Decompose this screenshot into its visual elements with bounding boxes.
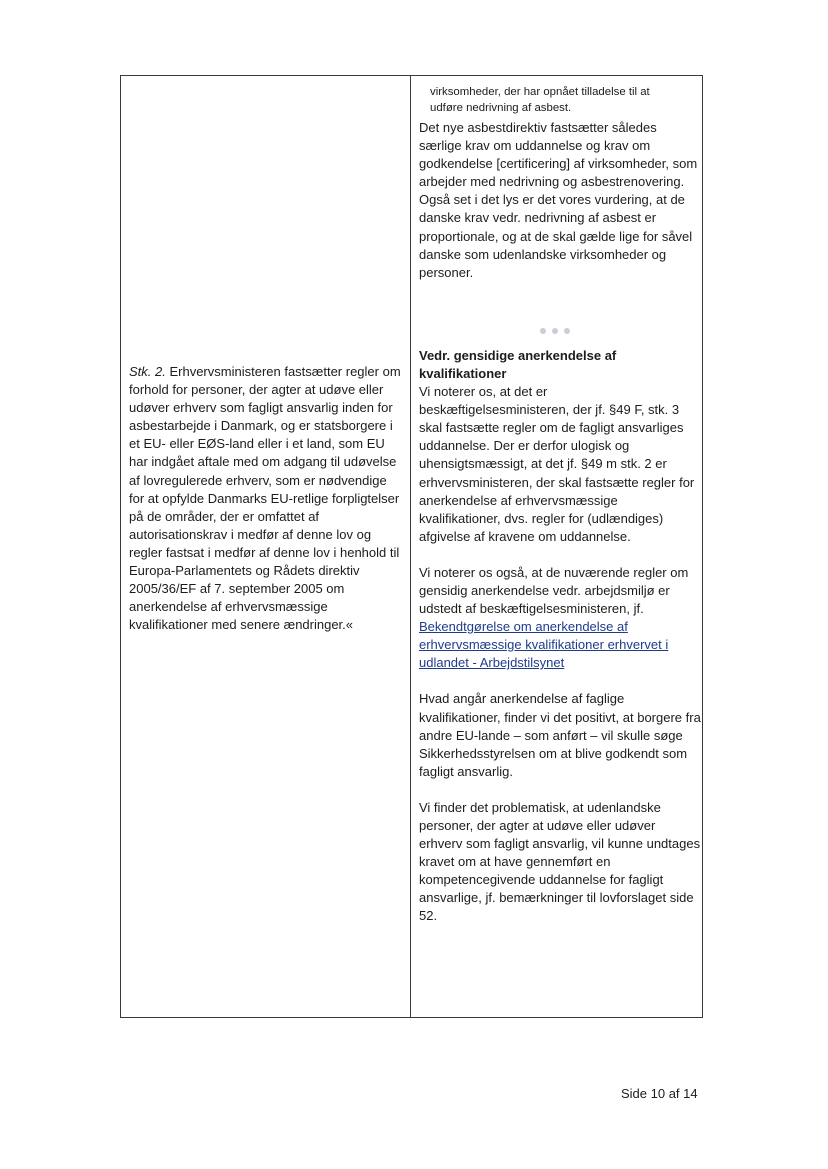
paragraph-asbestos-directive: Det nye asbestdirektiv fastsætter således særlige krav om uddannelse og krav om godkendelse [certificering] af virksomheder, som arbejder med nedrivning og asbestrenovering. [419, 120, 698, 190]
dot-icon [552, 328, 558, 334]
bullet-line-2: udføre nedrivning af asbest. [430, 102, 572, 114]
column-divider [410, 75, 411, 1018]
law-text-cell [129, 363, 405, 634]
bullet-continuation [419, 84, 701, 116]
spacer [419, 781, 701, 799]
spacer [419, 672, 701, 690]
paragraph-ministry-responsibility: Vi noterer os, at det er beskæftigelsesministeren, der jf. §49 F, stk. 3 skal fastsætte regler om de fagligt ansvarliges uddannelse. Der er derfor ulogisk og uhensigtsmæssigt, at det jf. §49 m stk. 2 er erhvervsministeren, der skal fastsætte regler for anerkendelse af erhvervsmæssige kvalifikationer, dvs. regler for (udlændiges) afgivelse af kravene om uddannelse. [419, 384, 695, 544]
page-number: Side 10 af 14 [621, 1086, 698, 1101]
regulation-link[interactable]: Bekendtgørelse om anerkendelse af erhvervsmæssige kvalifikationer erhvervet i udlandet - Arbejdstilsynet [419, 619, 669, 671]
law-text: Erhvervsministeren fastsætter regler om forhold for personer, der agter at udøve eller udøver erhverv som fagligt ansvarlig inden for asbestarbejde i Danmark, og er statsborgere i et EU- eller EØS-land eller i et land, som EU har indgået aftale med om adgang til udøvelse af lovregulerede erhverv, som er nødvendige for at opfylde Danmarks EU-retlige forpligtelser på de områder, der er omfattet af autorisationskrav i medfør af denne lov og regler fastsat i medfør af denne lov i henhold til Europa-Parlamentets og Rådets direktiv 2005/36/EF af 7. september 2005 om anerkendelse af erhvervsmæssige kvalifikationer med senere ændringer.« [129, 364, 401, 633]
dot-icon [564, 328, 570, 334]
paragraph-positive-recognition: Hvad angår anerkendelse af faglige kvalifikationer, finder vi det positivt, at borgere fra andre EU-lande – som anført – vil skulle søge Sikkerhedsstyrelsen om at blive godkendt som fagligt ansvarlig. [419, 691, 701, 779]
comment-cell [419, 84, 701, 926]
ellipsis-dots-icon [540, 328, 570, 334]
bullet-line-1: virksomheder, der har opnået tilladelse til at [430, 86, 650, 98]
current-rules-text: Vi noterer os også, at de nuværende regler om gensidig anerkendelse vedr. arbejdsmiljø er udstedt af beskæftigelsesministeren, jf. [419, 564, 689, 617]
spacer [419, 546, 701, 564]
section-heading: Vedr. gensidige anerkendelse af kvalifikationer [419, 347, 617, 381]
paragraph-proportionality: Også set i det lys er det vores vurdering, at de danske krav vedr. nedrivning af asbest er proportionale, og at de skal gælde lige for såvel danske som udenlandske virksomheder og personer. [419, 192, 693, 280]
paragraph-problematic-exemption: Vi finder det problematisk, at udenlandske personer, der agter at udøve eller udøver erhverv som fagligt ansvarlig, vil kunne undtages kravet om at have gennemført en kompetencegivende uddannelse for fagligt ansvarlige, jf. bemærkninger til lovforslaget side 52. [419, 799, 701, 924]
spacer [419, 282, 701, 347]
paragraph-current-rules [419, 564, 701, 673]
stk-label: Stk. 2. [129, 364, 166, 379]
dot-icon [540, 328, 546, 334]
